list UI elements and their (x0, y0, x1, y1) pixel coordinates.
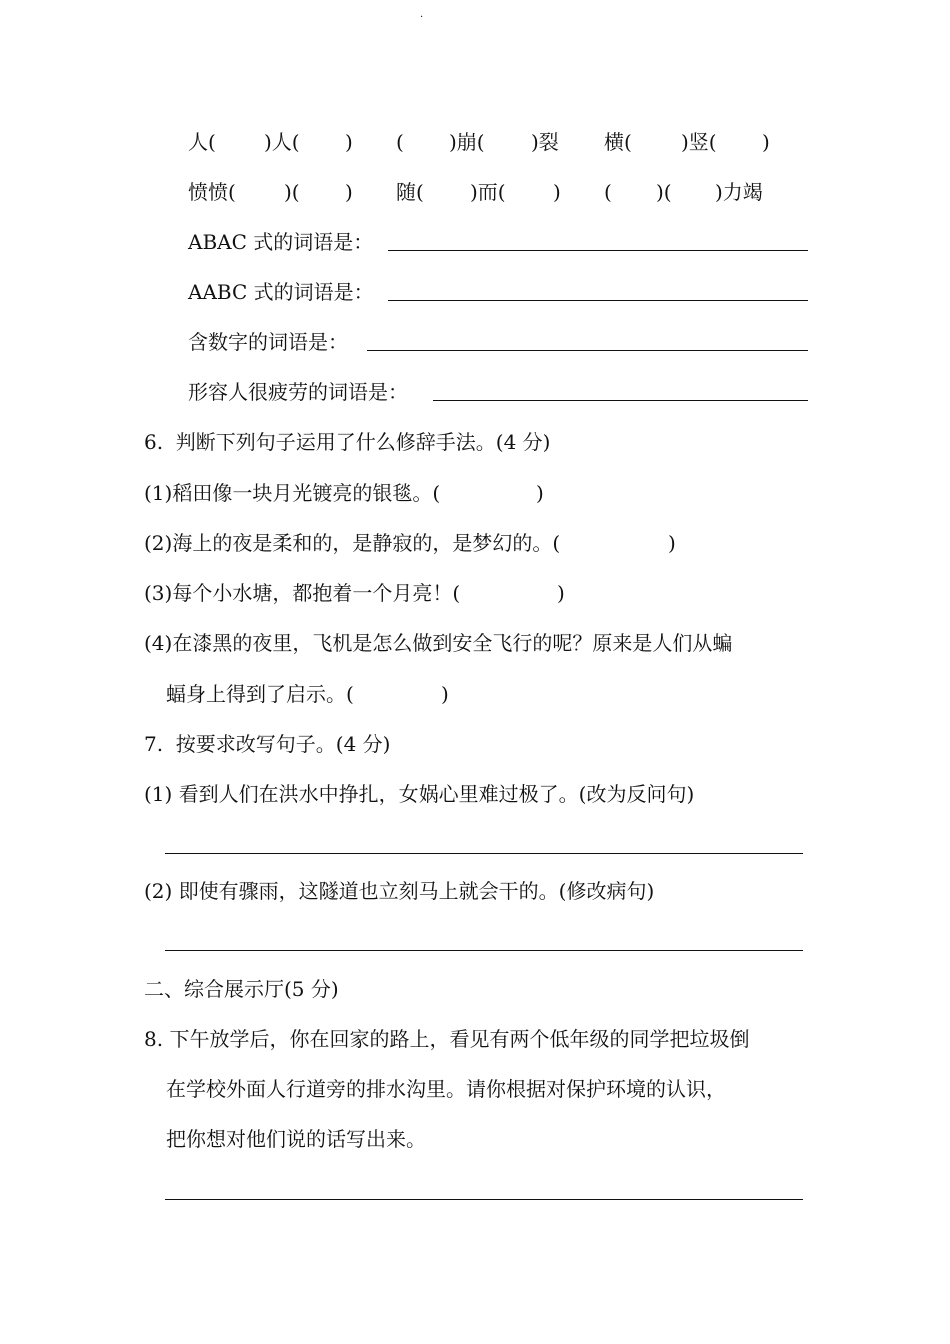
q7-item-2-answer-line[interactable] (165, 950, 803, 951)
q6-item-2: (2)海上的夜是柔和的，是静寂的，是梦幻的。( (144, 531, 561, 555)
q6-item-4-cont: 蝠身上得到了启示。( (166, 682, 354, 706)
idiom-fragment: 横( (604, 130, 632, 154)
numbers-prompt: 含数字的词语是： (188, 330, 348, 354)
q7-item-1: (1) 看到人们在洪水中挣扎，女娲心里难过极了。(改为反问句) (144, 782, 695, 806)
idiom-fragment: ( (396, 130, 404, 154)
tired-answer-line[interactable] (433, 400, 808, 401)
numbers-answer-line[interactable] (367, 350, 808, 351)
idiom-fragment: )人( (264, 130, 300, 154)
idiom-fragment: ) (345, 130, 353, 154)
q6-item-3: (3)每个小水塘，都抱着一个月亮！( (144, 581, 461, 605)
idiom-fragment: )( (284, 180, 300, 204)
q6-item-4-close: ) (441, 682, 449, 706)
idiom-fragment: 人( (188, 130, 216, 154)
idiom-fragment: ) (553, 180, 561, 204)
idiom-fragment: 随( (396, 180, 424, 204)
q7-item-1-answer-line[interactable] (165, 853, 803, 854)
q6-item-2-close: ) (668, 531, 676, 555)
q8-line-2: 在学校外面人行道旁的排水沟里。请你根据对保护环境的认识， (166, 1077, 726, 1101)
q6-item-1-close: ) (536, 481, 544, 505)
q6-item-1: (1)稻田像一块月光镀亮的银毯。( (144, 481, 441, 505)
idiom-fragment: ( (604, 180, 612, 204)
idiom-fragment: )裂 (531, 130, 559, 154)
aabc-answer-line[interactable] (388, 300, 808, 301)
idiom-fragment: ) (345, 180, 353, 204)
idiom-fragment: )( (656, 180, 672, 204)
abac-prompt: ABAC 式的词语是： (188, 230, 374, 254)
header-mark: · (420, 12, 424, 23)
idiom-fragment: )竖( (681, 130, 717, 154)
section-2-title: 二、综合展示厅(5 分) (144, 977, 339, 1001)
idiom-fragment: 愤愤( (188, 180, 236, 204)
aabc-prompt: AABC 式的词语是： (188, 280, 374, 304)
q7-item-2: (2) 即使有骤雨，这隧道也立刻马上就会干的。(修改病句) (144, 879, 655, 903)
q8-line-1: 8. 下午放学后，你在回家的路上，看见有两个低年级的同学把垃圾倒 (144, 1027, 750, 1051)
q7-title: 7. 按要求改写句子。(4 分) (144, 732, 391, 756)
idiom-fragment: ) (762, 130, 770, 154)
q8-answer-line[interactable] (165, 1199, 803, 1200)
idiom-fragment: )力竭 (715, 180, 763, 204)
tired-prompt: 形容人很疲劳的词语是： (188, 380, 408, 404)
q6-item-4: (4)在漆黑的夜里，飞机是怎么做到安全飞行的呢？原来是人们从蝙 (144, 631, 733, 655)
q6-item-3-close: ) (557, 581, 565, 605)
q6-title: 6. 判断下列句子运用了什么修辞手法。(4 分) (144, 430, 551, 454)
idiom-fragment: )崩( (449, 130, 485, 154)
abac-answer-line[interactable] (388, 250, 808, 251)
q8-line-3: 把你想对他们说的话写出来。 (166, 1127, 426, 1151)
idiom-fragment: )而( (470, 180, 506, 204)
